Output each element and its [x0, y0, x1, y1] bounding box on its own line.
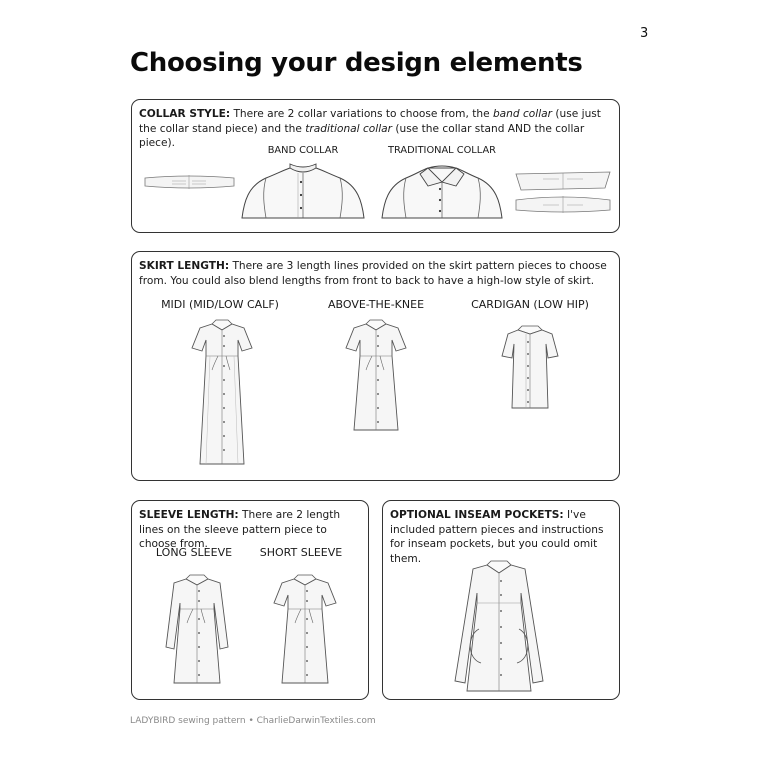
sleeve-length-heading: SLEEVE LENGTH: [139, 509, 239, 521]
sleeve-length-panel [131, 500, 369, 700]
band-collar-pattern-piece-icon [142, 172, 237, 192]
short-sleeve-dress-drawing [270, 573, 340, 685]
traditional-collar-shirt-drawing [380, 162, 504, 218]
collar-style-description [139, 107, 609, 151]
skirt-length-panel [131, 251, 620, 481]
band-collar-label: BAND COLLAR [267, 145, 339, 156]
cardigan-length-drawing [498, 324, 562, 410]
collar-text-2: (use just the collar stand piece) and the [139, 108, 601, 135]
page-number: 3 [640, 26, 649, 41]
midi-dress-drawing [188, 318, 256, 466]
band-collar-emphasis: band collar [492, 108, 553, 120]
inseam-pockets-text: I've included pattern pieces and instructions for inseam pockets, but you could omit them. [390, 509, 604, 565]
collar-text-3: (use the collar stand AND the collar piece). [139, 122, 585, 150]
skirt-length-description [139, 259, 609, 288]
long-sleeve-dress-drawing [162, 573, 232, 685]
collar-style-panel [131, 99, 620, 233]
short-sleeve-label: SHORT SLEEVE [259, 546, 343, 559]
inseam-pockets-description [390, 508, 616, 566]
cardigan-label: CARDIGAN (LOW HIP) [471, 298, 589, 311]
page-title: Choosing your design elements [130, 48, 583, 78]
long-sleeve-label: LONG SLEEVE [155, 546, 233, 559]
collar-style-heading: COLLAR STYLE: [139, 108, 231, 120]
skirt-length-heading: SKIRT LENGTH: [139, 260, 230, 272]
above-the-knee-dress-drawing [342, 318, 410, 434]
page-footer: LADYBIRD sewing pattern • CharlieDarwinTextiles.com [130, 716, 376, 726]
inseam-pocket-dress-drawing [449, 559, 549, 693]
inseam-pockets-panel [382, 500, 620, 700]
skirt-length-text: There are 3 length lines provided on the skirt pattern pieces to choose from. You could also blend lengths from front to back to have a high-low style of skirt. [139, 260, 607, 287]
midi-label: MIDI (MID/LOW CALF) [161, 298, 279, 311]
inseam-pockets-heading: OPTIONAL INSEAM POCKETS: [390, 509, 564, 521]
traditional-collar-pattern-pieces-icon [513, 168, 613, 216]
band-collar-shirt-drawing [240, 162, 366, 218]
sleeve-length-text: There are 2 length lines on the sleeve pattern piece to choose from. [139, 509, 341, 551]
traditional-collar-emphasis: traditional collar [305, 122, 393, 135]
above-the-knee-label: ABOVE-THE-KNEE [327, 298, 425, 311]
collar-text-1: There are 2 collar variations to choose from, the [230, 108, 493, 120]
traditional-collar-label: TRADITIONAL COLLAR [388, 145, 496, 156]
